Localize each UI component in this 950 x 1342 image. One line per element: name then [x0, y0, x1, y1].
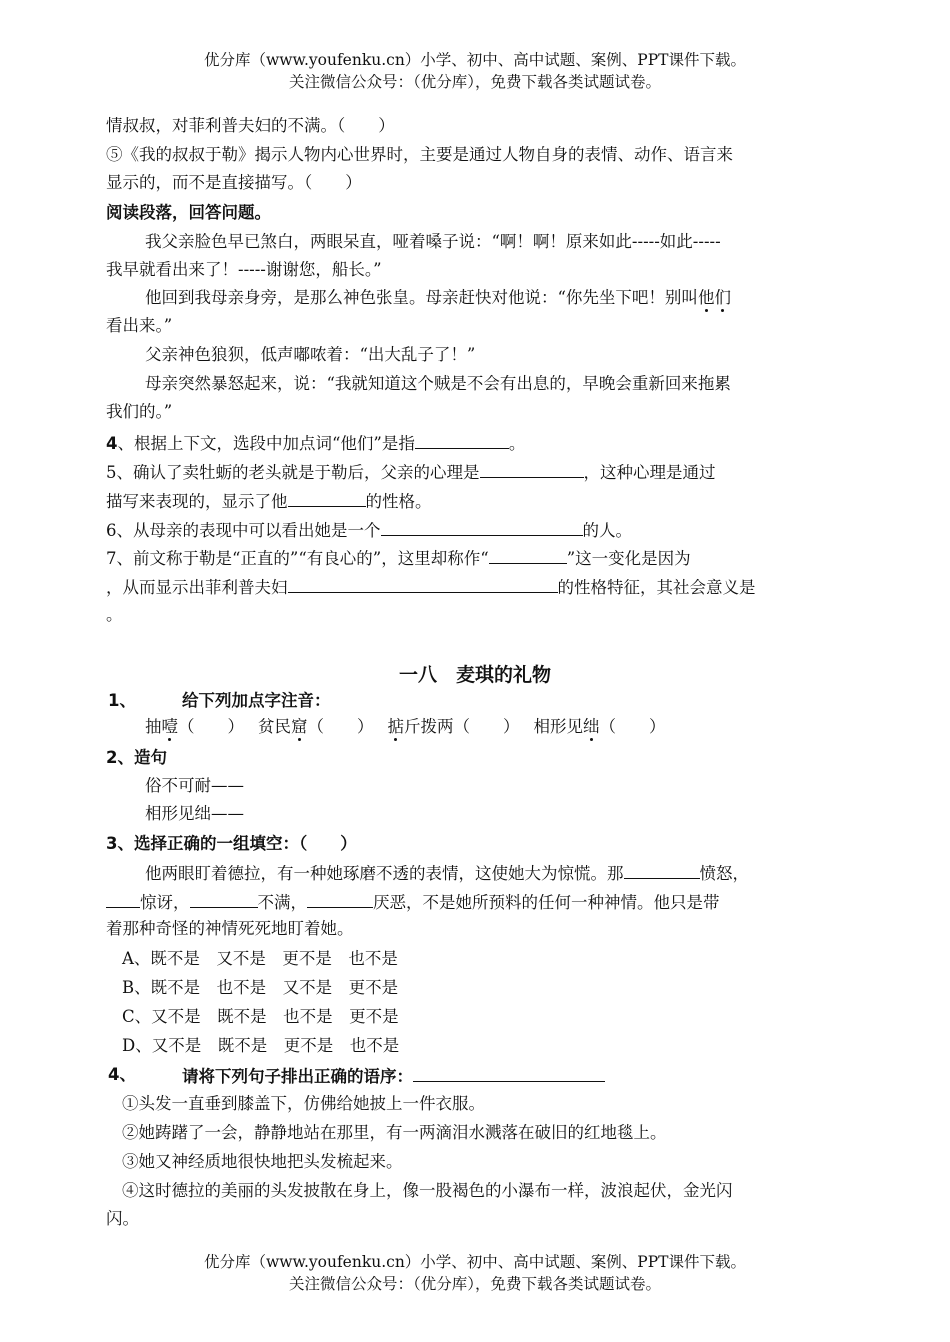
passage-p2-text: 他回到我母亲身旁，是那么神色张皇。母亲赶快对他说：“你先坐下吧！别叫	[145, 288, 698, 307]
answer-blank[interactable]	[307, 890, 373, 908]
question-7-line-3: 。	[106, 605, 123, 624]
sentence-4-line-1: ④这时德拉的美丽的头发披散在身上，像一股褐色的小瀑布一样，波浪起伏，金光闪	[122, 1181, 733, 1200]
q7-text-3: ，从而显示出菲利普夫妇	[106, 578, 288, 597]
question-5-line-1	[106, 460, 716, 484]
item5-line-2: 显示的，而不是直接描写。（ ）	[106, 173, 362, 192]
section-title: 一八 麦琪的礼物	[398, 664, 551, 686]
q5-text-2: ，这种心理是通过	[583, 463, 716, 482]
s18-q2-label: 2、造句	[106, 748, 167, 767]
question-7-line-2	[106, 575, 756, 599]
item5-line-1: ⑤《我的叔叔于勒》揭示人物内心世界时，主要是通过人物自身的表情、动作、语言来	[106, 145, 733, 164]
s18-q3-passage-line-3: 着那种奇怪的神情死死地盯着她。	[106, 919, 354, 938]
s18-q3-passage-line-2: 惊讶， 不满， 厌恶，不是她所预料的任何一种神情。他只是带	[106, 890, 720, 914]
answer-blank[interactable]	[624, 861, 700, 879]
sentence-1: ①头发一直垂到膝盖下，仿佛给她披上一件衣服。	[122, 1094, 485, 1113]
s18-q1-number: 1、	[108, 691, 136, 710]
q7-text: 7、前文称于勒是“正直的”“有良心的”，这里却称作“	[106, 549, 489, 568]
q4-end: 。	[508, 434, 526, 453]
passage-p3: 父亲神色狼狈，低声嘟哝着：“出大乱子了！”	[145, 345, 476, 364]
s18-q4-label-line	[182, 1064, 605, 1088]
option-a[interactable]: A、既不是 又不是 更不是 也不是	[122, 949, 398, 968]
question-5-line-2	[106, 489, 432, 513]
q5-text: 5、确认了卖牡蛎的老头就是于勒后，父亲的心理是	[106, 463, 480, 482]
passage-p4-line-2: 我们的。”	[106, 402, 173, 421]
s18-q3-passage-line-1: 他两眼盯着德拉，有一种她琢磨不透的表情，这使她大为惊慌。那 愤怒，	[145, 861, 749, 885]
question-7-line-1	[106, 546, 691, 570]
option-b[interactable]: B、既不是 也不是 又不是 更不是	[122, 978, 399, 997]
q5-text-3: 描写来表现的，显示了他	[106, 492, 288, 511]
s18-q1-items	[145, 716, 666, 738]
dotted-char: 们	[714, 288, 731, 307]
passage-p2-line-1	[145, 287, 731, 309]
question-continuation: 情叔叔，对菲利普夫妇的不满。（ ）	[106, 116, 395, 135]
answer-blank[interactable]	[413, 1064, 605, 1082]
question-4	[106, 431, 525, 455]
pinyin-item: 抽噎（ ）	[145, 717, 244, 736]
passage-p2-line-2: 看出来。”	[106, 316, 173, 335]
footer-line-1: 优分库（www.youfenku.cn）小学、初中、高中试题、案例、PPT课件下载。	[203, 1253, 747, 1271]
q7-text-2: ”这一变化是因为	[566, 549, 691, 568]
answer-blank[interactable]	[381, 518, 583, 536]
answer-blank[interactable]	[106, 890, 140, 908]
q7-text-4: 的性格特征，其社会意义是	[557, 578, 756, 597]
sentence-4-line-2: 闪。	[106, 1209, 139, 1228]
passage-p1-line-1: 我父亲脸色早已煞白，两眼呆直，哑着嗓子说：“啊！啊！原来如此-----如此-----	[145, 232, 721, 251]
sentence-2: ②她踌躇了一会，静静地站在那里，有一两滴泪水溅落在破旧的红地毯上。	[122, 1123, 667, 1142]
s18-q2-word-1: 俗不可耐——	[145, 776, 244, 795]
s18-q4-number: 4、	[108, 1065, 136, 1084]
s18-q4-label: 请将下列句子排出正确的语序：	[182, 1067, 413, 1086]
s18-q3-label: 3、选择正确的一组填空：（ ）	[106, 834, 357, 853]
dotted-char: 他	[697, 288, 715, 307]
answer-blank[interactable]	[415, 431, 509, 449]
answer-blank[interactable]	[190, 890, 258, 908]
answer-blank[interactable]	[288, 489, 366, 507]
pinyin-item: 相形见绌（ ）	[533, 717, 666, 736]
option-c[interactable]: C、又不是 既不是 也不是 更不是	[122, 1007, 399, 1026]
passage-p1-line-2: 我早就看出来了！-----谢谢您，船长。”	[106, 260, 382, 279]
option-d[interactable]: D、又不是 既不是 更不是 也不是	[122, 1036, 400, 1055]
q5-text-4: 的性格。	[365, 492, 432, 511]
q6-text: 6、从母亲的表现中可以看出她是一个	[106, 521, 381, 540]
s18-q2-word-2: 相形见绌——	[145, 804, 244, 823]
answer-blank[interactable]	[288, 575, 558, 593]
passage-p4-line-1: 母亲突然暴怒起来，说：“我就知道这个贼是不会有出息的，早晚会重新回来拖累	[145, 374, 731, 393]
pinyin-item: 掂斤拨两（ ）	[387, 717, 520, 736]
sentence-3: ③她又神经质地很快地把头发梳起来。	[122, 1152, 403, 1171]
answer-blank[interactable]	[489, 546, 567, 564]
q4-number: 4	[106, 434, 118, 453]
q6-end: 的人。	[582, 521, 632, 540]
s18-q1-label: 给下列加点字注音：	[182, 691, 331, 710]
q4-text: 、根据上下文，选段中加点词“他们”是指	[117, 434, 415, 453]
answer-blank[interactable]	[480, 460, 584, 478]
pinyin-item: 贫民窟（ ）	[258, 717, 374, 736]
question-6	[106, 518, 632, 542]
header-line-1: 优分库（www.youfenku.cn）小学、初中、高中试题、案例、PPT课件下载。	[203, 51, 747, 69]
footer-line-2: 关注微信公众号：（优分库），免费下载各类试题试卷。	[288, 1275, 661, 1293]
header-line-2: 关注微信公众号：（优分库），免费下载各类试题试卷。	[288, 73, 661, 91]
reading-heading: 阅读段落，回答问题。	[106, 203, 271, 222]
